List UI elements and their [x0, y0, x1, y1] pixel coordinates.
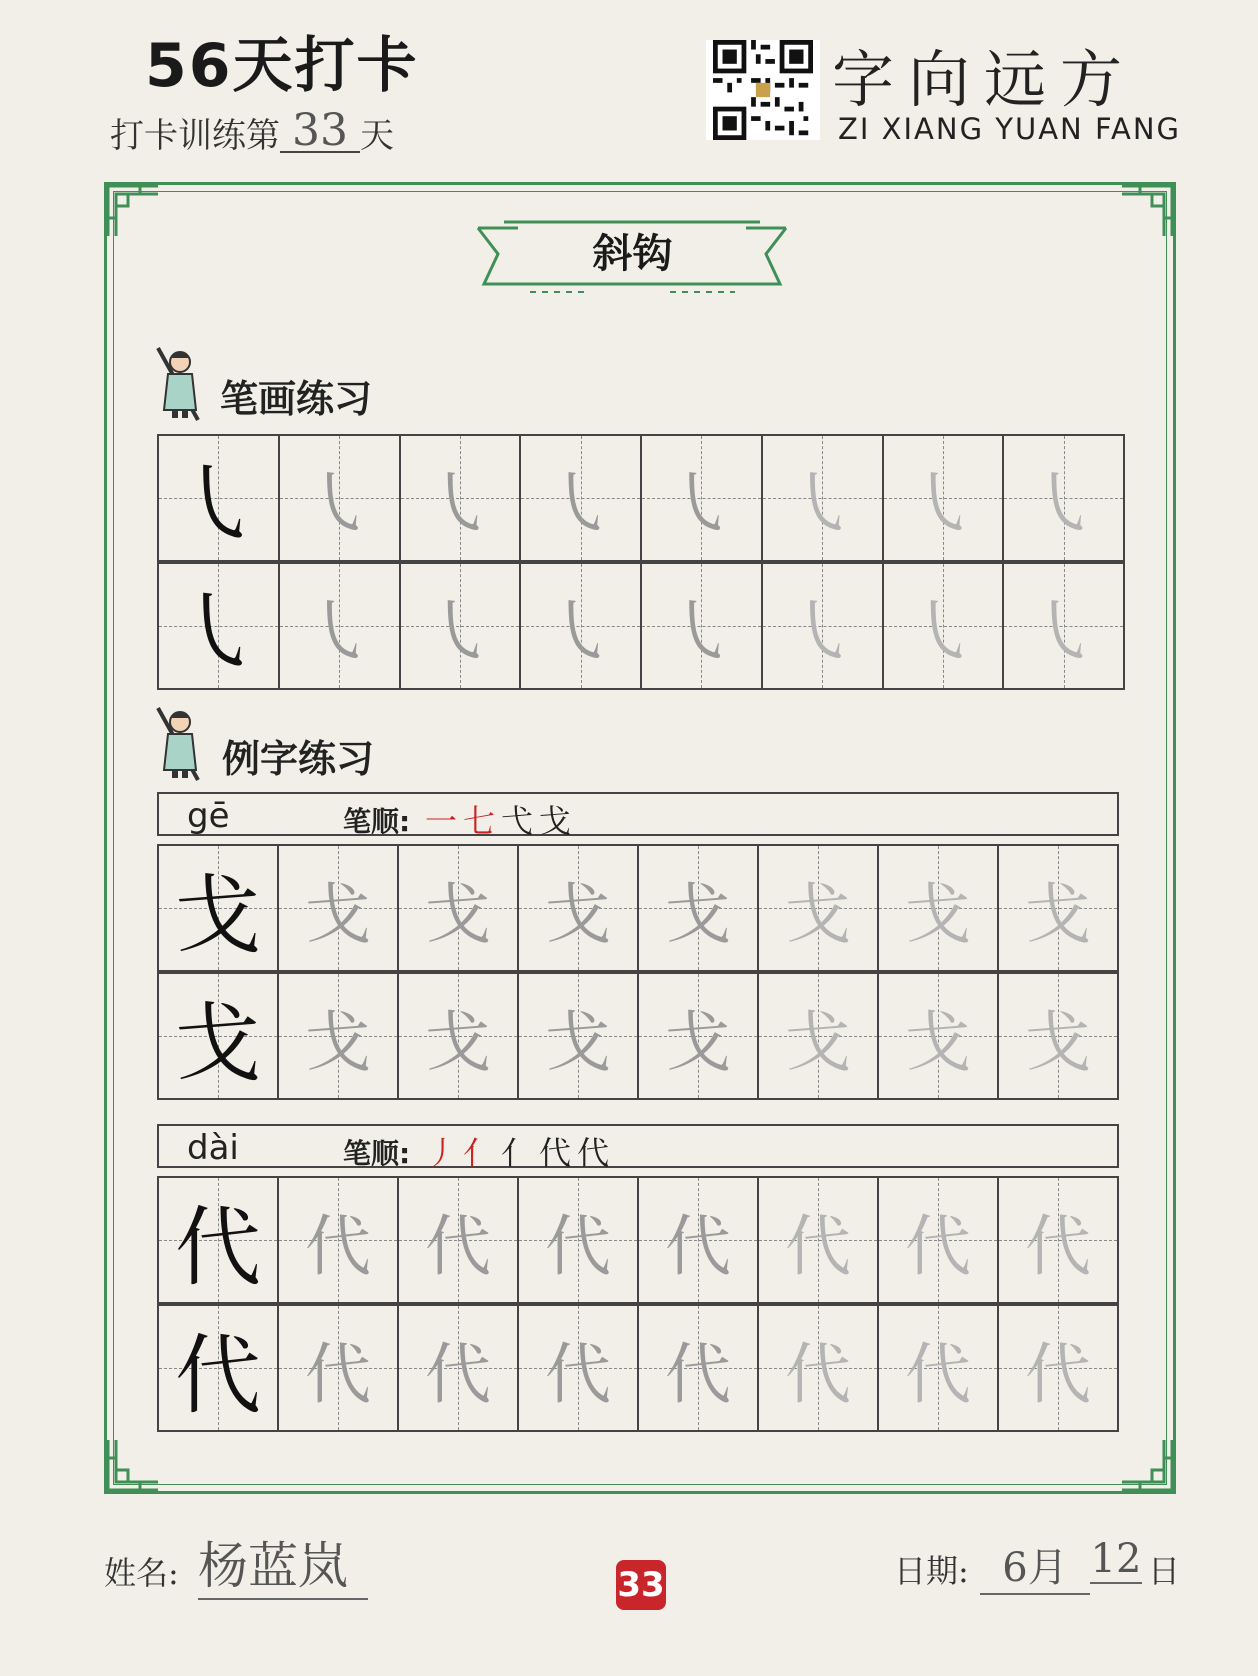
stroke-order-sequence — [425, 796, 577, 842]
stroke-order-step: 七 — [463, 802, 502, 840]
practice-cell[interactable] — [639, 846, 759, 970]
stroke-practice-title: 笔画练习 — [220, 377, 373, 421]
traced-glyph: ㇂ — [666, 590, 737, 673]
traced-glyph: 戈 — [785, 1003, 851, 1081]
stroke-order-sequence — [425, 1128, 615, 1174]
traced-glyph: 戈 — [305, 875, 371, 953]
traced-glyph: 代 — [1025, 1335, 1091, 1413]
practice-cell[interactable] — [759, 974, 879, 1098]
traced-glyph: ㇂ — [787, 462, 858, 545]
traced-glyph: ㇂ — [1028, 590, 1099, 673]
traced-glyph: 戈 — [905, 1003, 971, 1081]
stroke-order-step: 亻 — [463, 1134, 502, 1172]
traced-glyph: 代 — [905, 1335, 971, 1413]
name-field[interactable]: 杨蓝岚 — [198, 1526, 368, 1600]
traced-glyph: 戈 — [785, 875, 851, 953]
date-suffix: 日 — [1148, 1552, 1181, 1590]
traced-glyph: 戈 — [545, 1003, 611, 1081]
practice-cell[interactable] — [399, 974, 519, 1098]
model-glyph: 代 — [175, 1198, 261, 1298]
traced-glyph: ㇂ — [907, 462, 978, 545]
practice-cell[interactable] — [279, 1306, 399, 1430]
practice-cell[interactable] — [879, 974, 999, 1098]
traced-glyph: ㇂ — [666, 462, 737, 545]
model-glyph: ㇂ — [174, 453, 263, 556]
char-header-bar — [157, 792, 1119, 840]
page-number-badge: 33 — [616, 1560, 666, 1610]
practice-cell[interactable] — [999, 846, 1117, 970]
traced-glyph: ㇂ — [787, 590, 858, 673]
traced-glyph: 戈 — [1025, 1003, 1091, 1081]
practice-cell[interactable] — [519, 1306, 639, 1430]
traced-glyph: 戈 — [905, 875, 971, 953]
stroke-order-step: 弋 — [501, 802, 540, 840]
traced-glyph: ㇂ — [1028, 462, 1099, 545]
stroke-grid-row — [157, 434, 1125, 562]
stroke-order-step: 戈 — [539, 802, 578, 840]
practice-cell[interactable] — [279, 1178, 399, 1302]
practice-cell[interactable] — [879, 1178, 999, 1302]
practice-cell[interactable] — [999, 1178, 1117, 1302]
traced-glyph: ㇂ — [424, 462, 495, 545]
traced-glyph: 戈 — [425, 1003, 491, 1081]
practice-cell[interactable] — [639, 1306, 759, 1430]
char-grid-row — [157, 844, 1119, 972]
practice-cell[interactable] — [642, 436, 763, 560]
model-glyph: 戈 — [175, 866, 261, 966]
practice-cell[interactable] — [519, 974, 639, 1098]
traced-glyph: ㇂ — [304, 590, 375, 673]
practice-cell[interactable] — [519, 846, 639, 970]
stroke-grid-row — [157, 562, 1125, 690]
traced-glyph: 戈 — [665, 875, 731, 953]
traced-glyph: 代 — [785, 1207, 851, 1285]
practice-cell[interactable] — [279, 974, 399, 1098]
traced-glyph: ㇂ — [907, 590, 978, 673]
practice-cell[interactable] — [884, 564, 1005, 688]
model-cell — [159, 846, 279, 970]
date-month-field[interactable]: 6月 — [980, 1536, 1090, 1595]
corner-ornament-icon — [104, 182, 162, 240]
practice-cell[interactable] — [1004, 436, 1123, 560]
day-suffix: 天 — [360, 116, 394, 156]
model-cell — [159, 1178, 279, 1302]
traced-glyph: 戈 — [1025, 875, 1091, 953]
practice-cell[interactable] — [879, 846, 999, 970]
qr-code-icon — [706, 40, 820, 140]
name-label: 姓名: — [104, 1554, 179, 1592]
practice-cell[interactable] — [639, 1178, 759, 1302]
traced-glyph: ㇂ — [424, 590, 495, 673]
stroke-order-label: 笔顺: — [343, 805, 411, 838]
stroke-order-step: 一 — [425, 802, 464, 840]
practice-cell[interactable] — [399, 846, 519, 970]
model-cell — [159, 436, 280, 560]
traced-glyph: 代 — [1025, 1207, 1091, 1285]
corner-ornament-icon — [1118, 182, 1176, 240]
traced-glyph: 戈 — [665, 1003, 731, 1081]
traced-glyph: 戈 — [545, 875, 611, 953]
brand-logo-en: ZI XIANG YUAN FANG — [838, 112, 1181, 146]
date-day-field[interactable]: 12 — [1090, 1536, 1142, 1582]
corner-ornament-icon — [104, 1436, 162, 1494]
traced-glyph: 戈 — [425, 875, 491, 953]
practice-cell[interactable] — [519, 1178, 639, 1302]
traced-glyph: 代 — [545, 1207, 611, 1285]
practice-cell[interactable] — [879, 1306, 999, 1430]
traced-glyph: 代 — [905, 1207, 971, 1285]
challenge-title: 56天打卡 — [145, 31, 419, 101]
practice-cell[interactable] — [399, 1306, 519, 1430]
practice-cell[interactable] — [763, 564, 884, 688]
traced-glyph: 代 — [785, 1335, 851, 1413]
pinyin-label: gē — [187, 796, 230, 836]
traced-glyph: 代 — [305, 1335, 371, 1413]
day-prefix: 打卡训练第 — [110, 116, 280, 156]
traced-glyph: 代 — [665, 1207, 731, 1285]
practice-cell[interactable] — [759, 846, 879, 970]
practice-cell[interactable] — [1004, 564, 1123, 688]
stroke-order-step: 代 — [577, 1134, 616, 1172]
traced-glyph: 代 — [545, 1335, 611, 1413]
traced-glyph: 戈 — [305, 1003, 371, 1081]
day-counter — [110, 105, 394, 157]
stroke-order-step: 亻 — [501, 1134, 540, 1172]
model-glyph: 戈 — [175, 994, 261, 1094]
traced-glyph: 代 — [665, 1335, 731, 1413]
practice-cell[interactable] — [639, 974, 759, 1098]
traced-glyph: ㇂ — [545, 462, 616, 545]
practice-cell[interactable] — [763, 436, 884, 560]
char-grid-row — [157, 1304, 1119, 1432]
char-grid-row — [157, 972, 1119, 1100]
corner-ornament-icon — [1118, 1436, 1176, 1494]
brand-logo-cn: 字向远方 — [832, 43, 1137, 116]
day-number-field[interactable]: 33 — [280, 111, 360, 153]
scholar-figure-icon — [152, 344, 212, 424]
model-cell — [159, 564, 280, 688]
practice-cell[interactable] — [999, 974, 1117, 1098]
stroke-order-step: 丿 — [425, 1134, 464, 1172]
practice-cell[interactable] — [279, 846, 399, 970]
practice-cell[interactable] — [759, 1306, 879, 1430]
stroke-order-label: 笔顺: — [343, 1137, 411, 1170]
model-glyph: 代 — [175, 1326, 261, 1426]
practice-cell[interactable] — [759, 1178, 879, 1302]
traced-glyph: ㇂ — [304, 462, 375, 545]
practice-cell[interactable] — [399, 1178, 519, 1302]
practice-cell[interactable] — [521, 436, 642, 560]
practice-cell[interactable] — [999, 1306, 1117, 1430]
scholar-figure-icon — [152, 704, 212, 784]
model-cell — [159, 974, 279, 1098]
char-practice-title: 例字练习 — [222, 737, 375, 781]
practice-cell[interactable] — [401, 436, 522, 560]
practice-cell[interactable] — [280, 436, 401, 560]
char-header-bar — [157, 1124, 1119, 1172]
model-cell — [159, 1306, 279, 1430]
practice-cell[interactable] — [884, 436, 1005, 560]
practice-cell[interactable] — [521, 564, 642, 688]
stroke-order-step: 代 — [539, 1134, 578, 1172]
traced-glyph: ㇂ — [545, 590, 616, 673]
practice-cell[interactable] — [642, 564, 763, 688]
traced-glyph: 代 — [305, 1207, 371, 1285]
model-glyph: ㇂ — [174, 581, 263, 684]
char-grid-row — [157, 1176, 1119, 1304]
traced-glyph: 代 — [425, 1335, 491, 1413]
traced-glyph: 代 — [425, 1207, 491, 1285]
practice-cell[interactable] — [280, 564, 401, 688]
pinyin-label: dài — [187, 1128, 239, 1168]
lesson-title: 斜钩 — [592, 231, 673, 277]
practice-cell[interactable] — [401, 564, 522, 688]
date-label: 日期: — [894, 1552, 969, 1590]
